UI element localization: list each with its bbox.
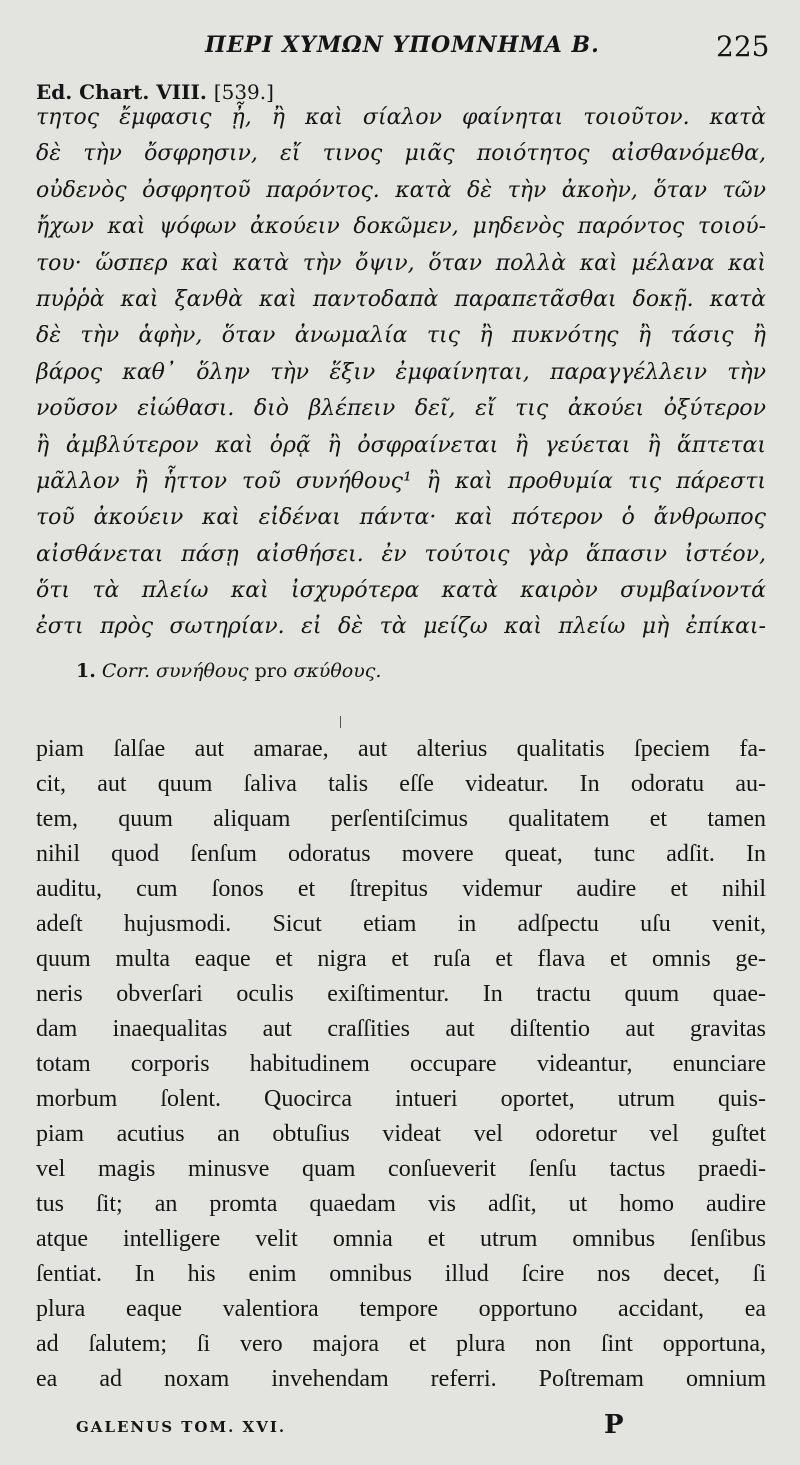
- latin-line: ea ad noxam invehendam referri. Poſtremam omnium: [36, 1366, 766, 1392]
- latin-line: nihil quod ſenſum odoratus movere queat, tunc adſit. In: [36, 841, 766, 867]
- latin-line: ſentiat. In his enim omnibus illud ſcire nos decet, ſi: [36, 1261, 766, 1287]
- signature-line: GALENUS TOM. XVI.: [76, 1418, 287, 1436]
- greek-line: οὐδενὸς ὀσφρητοῦ παρόντος. κατὰ δὲ τὴν ἀκοὴν, ὅταν τῶν: [36, 177, 766, 203]
- latin-line: totam corporis habitudinem occupare videantur, enunciare: [36, 1051, 766, 1077]
- latin-line: quum multa eaque et nigra et ruſa et flava et omnis ge-: [36, 946, 766, 972]
- running-title: ΠΕΡΙ ΧΥΜΩΝ ΥΠΟΜΝΗΜΑ Β.: [205, 32, 600, 58]
- latin-line: dam inaequalitas aut craſſities aut diſtentio aut gravitas: [36, 1016, 766, 1042]
- latin-line: piam acutius an obtuſius videat vel odoretur vel guſtet: [36, 1121, 766, 1147]
- footnote: [76, 660, 381, 682]
- greek-line: νοῦσον εἰώθασι. διὸ βλέπειν δεῖ, εἴ τις ἀκούει ὀξύτερον: [36, 396, 766, 422]
- latin-line: neris obverſari oculis exiſtimentur. In tractu quum quae-: [36, 981, 766, 1007]
- greek-line: ἢ ἀμβλύτερον καὶ ὁρᾷ ἢ ὀσφραίνεται ἢ γεύεται ἢ ἅπτεται: [36, 432, 766, 458]
- footnote-corr: Corr.: [101, 660, 150, 682]
- latin-line: morbum ſolent. Quocirca intueri oportet, utrum quis-: [36, 1086, 766, 1112]
- latin-line: cit, aut quum ſaliva talis eſſe videatur. In odoratu au-: [36, 771, 766, 797]
- greek-line: ἤχων καὶ ψόφων ἀκούειν δοκῶμεν, μηδενὸς παρόντος τοιού-: [36, 214, 766, 240]
- greek-line: τοῦ ἀκούειν καὶ εἰδέναι πάντα· καὶ πότερον ὁ ἄνθρωπος: [36, 505, 766, 531]
- signature-mark: P: [604, 1410, 624, 1440]
- greek-line: τητος ἔμφασις ᾖ, ἢ καὶ σίαλον φαίνηται τοιοῦτον. κατὰ: [36, 105, 766, 130]
- latin-line: adeſt hujusmodi. Sicut etiam in adſpectu uſu venit,: [36, 911, 766, 937]
- greek-line: δὲ τὴν ἁφὴν, ὅταν ἀνωμαλία τις ἢ πυκνότης ἢ τάσις ἢ: [36, 323, 766, 349]
- greek-line: πυῤῥὰ καὶ ξανθὰ καὶ παντοδαπὰ παραπετᾶσθαι δοκῇ. κατὰ: [36, 286, 766, 312]
- latin-line: vel magis minusve quam conſueverit ſenſu tactus praedi-: [36, 1156, 766, 1182]
- page-number: 225: [716, 30, 770, 63]
- footnote-word: συνήθους: [156, 660, 249, 682]
- running-head: [0, 26, 800, 66]
- edition-page-ref: [539.]: [213, 80, 274, 104]
- footnote-pro: pro: [254, 660, 288, 682]
- footnote-word: σκύθους.: [293, 660, 382, 682]
- greek-line: βάρος καθ᾽ ὅλην τὴν ἕξιν ἐμφαίνηται, παραγγέλλειν τὴν: [36, 359, 766, 385]
- latin-text: [36, 732, 766, 1397]
- greek-line: του· ὥσπερ καὶ κατὰ τὴν ὄψιν, ὅταν πολλὰ καὶ μέλανα καὶ: [36, 250, 766, 276]
- latin-line: tus ſit; an promta quaedam vis adſit, ut homo audire: [36, 1191, 766, 1217]
- greek-line: ὅτι τὰ πλείω καὶ ἰσχυρότερα κατὰ καιρὸν συμβαίνοντά: [36, 578, 766, 604]
- greek-line: μᾶλλον ἢ ἧττον τοῦ συνήθους¹ ἢ καὶ προθυμία τις πάρεστι: [36, 468, 766, 494]
- greek-line: αἰσθάνεται πάσῃ αἰσθήσει. ἐν τούτοις γὰρ ἅπασιν ἰστέον,: [36, 541, 766, 567]
- latin-line: tem, quum aliquam perſentiſcimus qualitatem et tamen: [36, 806, 766, 832]
- greek-text: [36, 100, 766, 646]
- latin-line: auditu, cum ſonos et ſtrepitus videmur audire et nihil: [36, 876, 766, 902]
- latin-line: atque intelligere velit omnia et utrum omnibus ſenſibus: [36, 1226, 766, 1252]
- latin-line: piam ſalſae aut amarae, aut alterius qualitatis ſpeciem fa-: [36, 736, 766, 762]
- greek-line: δὲ τὴν ὄσφρησιν, εἴ τινος μιᾶς ποιότητος αἰσθανόμεθα,: [36, 141, 766, 167]
- latin-line: plura eaque valentiora tempore opportuno accidant, ea: [36, 1296, 766, 1322]
- edition-label: Ed. Chart. VIII.: [36, 80, 207, 104]
- footnote-number: 1.: [76, 660, 96, 682]
- greek-line: ἐστι πρὸς σωτηρίαν. εἰ δὲ τὰ μείζω καὶ πλείω μὴ ἐπίκαι-: [36, 614, 766, 640]
- column-separator-mark: [340, 716, 341, 728]
- latin-line: ad ſalutem; ſi vero majora et plura non ſint opportuna,: [36, 1331, 766, 1357]
